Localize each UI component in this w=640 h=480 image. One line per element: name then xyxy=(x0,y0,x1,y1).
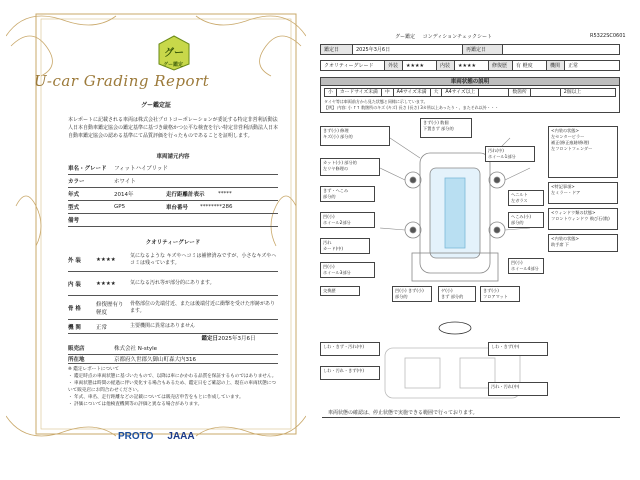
damage-box xyxy=(320,212,375,228)
damage-box xyxy=(320,186,375,202)
damage-box xyxy=(508,258,544,274)
damage-box xyxy=(320,158,380,176)
notes-heading: ※ 鑑定レポートについて xyxy=(68,367,120,372)
damage-box-text: 凹(小) ホイール4部分 xyxy=(511,260,539,271)
note-item: ・ 鑑定時点の車両状態に基づいたもので、以降は車にかかわる品質を保証するものではありません。 xyxy=(68,374,277,379)
vehicle-remarks-label: 備考 xyxy=(68,218,80,224)
grading-certificate xyxy=(6,6,306,446)
quality-desc: 骨格部位の先端付近、または後端付近に衝撃を受けた形跡があります。 xyxy=(130,300,276,314)
damage-box-text: 汚れ(中) ホイール1部分 xyxy=(488,148,516,159)
svg-text:グー: グー xyxy=(164,48,184,59)
sheet-header xyxy=(395,33,492,40)
damage-box xyxy=(548,182,618,204)
quality-section-title: クオリティーグレード xyxy=(145,240,201,246)
sheet-exterior-value: ★★★★ xyxy=(403,61,437,71)
quality-desc: 主要機関に異常はありません xyxy=(130,323,196,329)
sheet-engine-value: 正常 xyxy=(565,61,620,71)
legend-cell: 中 xyxy=(382,88,394,97)
dealer-row xyxy=(68,342,278,355)
damage-box xyxy=(320,342,380,356)
damage-box xyxy=(480,286,520,302)
vehicle-color-label: カラー xyxy=(68,179,85,185)
damage-box xyxy=(320,126,390,146)
damage-box-text: きず(小) 数個 下置きず 部分的 xyxy=(423,120,454,131)
car-damage-diagram xyxy=(320,118,620,408)
legend-cell: A4サイズ以上 xyxy=(442,88,479,97)
damage-box-text: 凹(小) ホイール3部分 xyxy=(323,264,351,275)
vehicle-color-row xyxy=(68,175,278,188)
damage-box xyxy=(485,146,535,162)
quality-desc: 気になる汚れ等が部分的にあります。 xyxy=(130,280,215,286)
vehicle-name-label: 車名・グレード xyxy=(68,166,107,172)
address-label: 所在地 xyxy=(68,357,85,363)
damage-box-text: 交換歴 xyxy=(323,288,336,293)
sheet-date-label: 鑑定日 xyxy=(321,45,353,55)
damage-box xyxy=(438,286,476,302)
legend-cell: A4サイズ未満 xyxy=(394,88,431,97)
damage-box-text: ヘニルト 左ガラス xyxy=(511,192,528,203)
date-table xyxy=(320,44,620,55)
note-item: ・ 年式、車名、走行距離などの記載については販売店申告をもとに作成しています。 xyxy=(68,395,244,400)
vehicle-year-label: 年式 xyxy=(68,192,80,198)
quality-label: 内 装 xyxy=(68,281,81,288)
address-value: 京都府久世郡久御山町森大内316 xyxy=(114,357,196,363)
quality-stars: ★★★★ xyxy=(96,256,116,263)
address-row xyxy=(68,355,278,364)
damage-box-text: きず(小) フロアマット xyxy=(483,288,508,299)
date-row xyxy=(68,334,278,342)
sheet-interior-value: ★★★★ xyxy=(455,61,489,71)
sheet-footer: 車両状態の確認は、停止状態で実施できる範囲で行っております。 xyxy=(328,410,478,416)
sheet-engine-label: 機関 xyxy=(547,61,565,71)
damage-box xyxy=(508,190,544,206)
sheet-interior-label: 内装 xyxy=(437,61,455,71)
damage-box-text: へこみ(小) 部分的 xyxy=(511,214,532,225)
date-label: 鑑定日 xyxy=(201,336,218,342)
certificate-intro: 本レポートに記載される車両は株式会社プロトコーポレーションが委託する特定非営利活動法人日本自動車鑑定協会の鑑定基準に基づき厳格かつ公平な検査を行い特定非営利活動法人日本自動車鑑定協会の認める基準にて品質評価を行ったものであることを証明します。 xyxy=(68,117,279,139)
legend-cell: カードサイズ未満 xyxy=(337,88,382,97)
damage-box xyxy=(488,342,548,356)
legend-cell: 数箇所 xyxy=(509,88,530,97)
badge-label: グー鑑定 xyxy=(162,62,183,68)
vehicle-section-title: 車両請元内容 xyxy=(156,154,190,160)
sheet-summary xyxy=(320,44,620,113)
damage-box xyxy=(320,286,360,296)
certificate-subtitle: グー鑑定証 xyxy=(140,102,171,109)
vehicle-mileage-label: 走行距離計表示 xyxy=(166,192,205,198)
legend-cell: 小 xyxy=(325,88,337,97)
vehicle-model-label: 型式 xyxy=(68,205,80,211)
note-item: ・ 評価については他検査機関等の評価と異なる場合があります。 xyxy=(68,402,203,407)
damage-box xyxy=(420,118,472,138)
logos xyxy=(118,431,195,442)
footer-divider xyxy=(322,417,620,418)
vehicle-name-value: フィットハイブリッド xyxy=(114,166,168,172)
vehicle-name-row xyxy=(68,162,278,175)
vehicle-year-value: 2014年 xyxy=(114,192,134,198)
sheet-date-value: 2025年3月6日 xyxy=(353,45,463,55)
damage-box-text: 汚れ・汚れ(中) xyxy=(491,384,520,389)
damage-box xyxy=(508,212,544,228)
vehicle-chassis-value: ********286 xyxy=(200,204,233,210)
certificate-title: U-car Grading Report xyxy=(34,72,210,90)
jaaa-logo: JAAA xyxy=(167,431,195,442)
damage-box-text: しわ・きず(中) xyxy=(491,344,520,349)
damage-box xyxy=(548,208,618,230)
damage-box-text: きず・へこみ 部分的 xyxy=(323,188,349,199)
quality-row xyxy=(68,320,278,334)
proto-logo: PROTO xyxy=(118,431,154,442)
damage-box-text: <ウィンドウ類の状態> フロントウィンドウ 飛び石(数) xyxy=(551,210,610,221)
damage-box xyxy=(320,238,370,254)
quality-row xyxy=(68,248,278,272)
dealer-value: 株式会社 N-style xyxy=(114,346,158,352)
vehicle-year-row xyxy=(68,188,278,201)
vehicle-info-table xyxy=(68,162,278,227)
damage-box xyxy=(320,366,380,380)
sheet-grade-label: クオリティーグレード xyxy=(321,61,385,71)
damage-box xyxy=(392,286,432,302)
damage-box-text: カット(小) 部分的 左リヤ修理の xyxy=(323,160,357,171)
quality-desc: 気になるような キズやヘコミは補修済みですが、小さなキズやヘコミは残っています。 xyxy=(130,252,277,266)
sheet-repair-label: 修復歴 xyxy=(489,61,513,71)
legend-cell: 2個以上 xyxy=(563,90,582,95)
legend-cell: 大 xyxy=(431,88,443,97)
sheet-exterior-label: 外装 xyxy=(385,61,403,71)
legend-block xyxy=(320,86,620,113)
quality-row xyxy=(68,272,278,296)
damage-box-text: 凹(小) きず(小) 部分的 xyxy=(395,288,424,299)
grade-table xyxy=(320,60,620,71)
damage-box-text: ゲ(小) きず 部分的 xyxy=(441,288,464,299)
dealer-table xyxy=(68,334,278,355)
legend-cell xyxy=(531,88,561,97)
quality-label: 機 関 xyxy=(68,324,81,331)
legend-row xyxy=(324,88,616,97)
damage-box-text: しわ・きず・汚れ(中) xyxy=(323,344,364,349)
vehicle-color-value: ホワイト xyxy=(114,179,136,185)
note-item: ・ 車両状態は時間の経過に伴い変化する場合もあるため、鑑定日をご確認の上、現在の車両状態について販売店にお問合わせください。 xyxy=(68,381,276,393)
quality-label: 外 装 xyxy=(68,257,81,264)
damage-box-text: <内装の状態> 助手席 下 xyxy=(551,236,579,247)
quality-row xyxy=(68,296,278,320)
sheet-id: R5322SC0601 xyxy=(590,33,626,39)
vehicle-remarks-row xyxy=(68,214,278,227)
damage-box-text: <特記事項> 左ミラー・ドア xyxy=(551,184,581,195)
dealer-label: 販売店 xyxy=(68,346,85,352)
damage-box-text: <内装の状態> 左センターピラー 補正(修正痕跡/修理) 左フロントフェンダー xyxy=(551,128,593,151)
damage-box xyxy=(548,234,618,252)
quality-stars: 正常 xyxy=(96,324,108,331)
quality-label: 骨 格 xyxy=(68,305,81,312)
sheet-section-title: 車両状態の説明 xyxy=(320,77,620,86)
quality-table xyxy=(68,248,278,334)
damage-box-text: しわ・汚れ・きず(中) xyxy=(323,368,364,373)
quality-stars: 修復歴有り 軽度 xyxy=(96,301,124,316)
sheet-title: コンディションチェックシート xyxy=(422,34,492,40)
sheet-reissue-label: 再鑑定日 xyxy=(463,45,503,55)
damage-box xyxy=(320,262,375,278)
legend-note: タイヤ等は車両前方から見た状態と同様に示しています。 【例】 内容: 小 ↑↑ 数箇所のキズ (キズ) 長さ (長さ) 3カ所以上あったり・、またそれ以外・・・ xyxy=(324,99,499,110)
vehicle-mileage-value: ***** xyxy=(218,191,232,197)
report-notes xyxy=(68,366,278,408)
vehicle-chassis-label: 車台番号 xyxy=(166,205,189,211)
legend-cell xyxy=(479,88,509,97)
damage-box xyxy=(548,126,618,178)
vehicle-model-value: GP5 xyxy=(114,204,126,210)
address-table xyxy=(68,355,278,364)
damage-box xyxy=(488,382,548,396)
damage-box-text: きず(小) 修理 キズ(小) 部分的 xyxy=(323,128,353,139)
damage-box-text: 汚れ カード(中) xyxy=(323,240,344,251)
quality-stars: ★★★★ xyxy=(96,280,116,287)
damage-box-text: 凹(小) ホイール2部分 xyxy=(323,214,351,225)
date-value: 2025年3月6日 xyxy=(218,336,256,342)
vehicle-model-row xyxy=(68,201,278,214)
sheet-header-left: グー鑑定 xyxy=(395,34,416,40)
sheet-repair-value: 有 軽度 xyxy=(513,61,547,71)
